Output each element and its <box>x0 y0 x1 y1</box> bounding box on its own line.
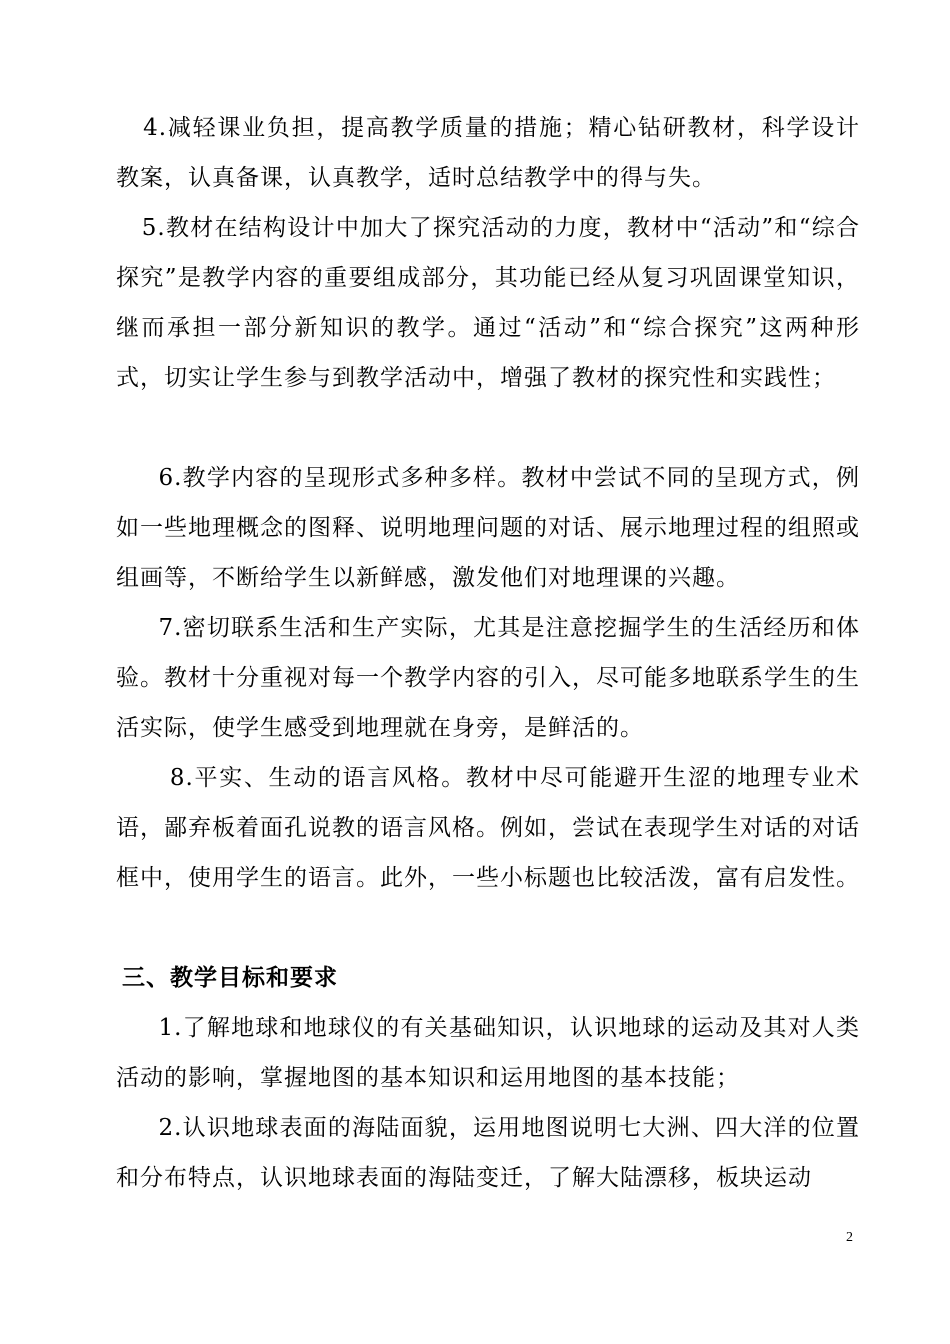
page-number: 2 <box>846 1230 853 1245</box>
paragraph-language-style: 8.平实、生动的语言风格。教材中尽可能避开生涩的地理专业术语，鄙弃板着面孔说教的语言风格。例如，尝试在表现学生对话的对话框中，使用学生的语言。此外，一些小标题也比较活泼，富有启发性。 <box>116 765 860 891</box>
section-heading-goals: 三、教学目标和要求 <box>122 965 338 991</box>
paragraph-real-life-connection: 7.密切联系生活和生产实际，尤其是注意挖掘学生的生活经历和体验。教材十分重视对每一个教学内容的引入，尽可能多地联系学生的生活实际，使学生感受到地理就在身旁，是鲜活的。 <box>116 615 860 741</box>
paragraph-measures: 4.减轻课业负担，提高教学质量的措施；精心钻研教材，科学设计教案，认真备课，认真教学，适时总结教学中的得与失。 <box>116 115 860 191</box>
paragraph-presentation-forms: 6.教学内容的呈现形式多种多样。教材中尝试不同的呈现方式，例如一些地理概念的图释、说明地理问题的对话、展示地理过程的组照或组画等，不断给学生以新鲜感，激发他们对地理课的兴趣。 <box>116 465 860 591</box>
paragraph-inquiry-activities: 5.教材在结构设计中加大了探究活动的力度，教材中“活动”和“综合探究”是教学内容的重要组成部分，其功能已经从复习巩固课堂知识，继而承担一部分新知识的教学。通过“活动”和“综合探究”这两种形式，切实让学生参与到教学活动中，增强了教材的探究性和实践性； <box>116 215 860 391</box>
paragraph-goal-1: 1.了解地球和地球仪的有关基础知识，认识地球的运动及其对人类活动的影响，掌握地图的基本知识和运用地图的基本技能； <box>116 1015 860 1091</box>
paragraph-goal-2: 2.认识地球表面的海陆面貌，运用地图说明七大洲、四大洋的位置和分布特点，认识地球表面的海陆变迁，了解大陆漂移，板块运动 <box>116 1115 860 1191</box>
